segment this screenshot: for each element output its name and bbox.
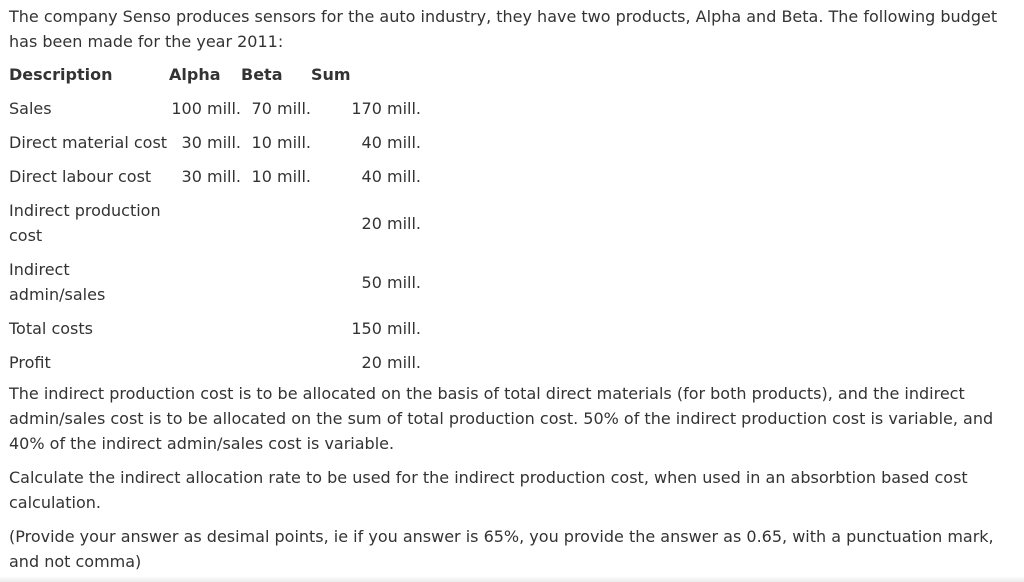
allocation-paragraph: The indirect production cost is to be allocated on the basis of total direct materials (for both products), and the indirect admin/sales cost is to be allocated on the sum of total production cost. 50% of the indirect production cost is variable, and 40% of the indirect admin/sales cost is variable.	[9, 384, 994, 453]
bottom-shadow	[0, 576, 1024, 582]
row-beta: 70 mill.	[251, 99, 311, 118]
row-sum: 40 mill.	[361, 167, 421, 186]
row-sum: 170 mill.	[351, 99, 421, 118]
row-sum: 20 mill.	[361, 213, 421, 233]
row-description: Profit	[9, 353, 51, 372]
table-header-row	[9, 62, 421, 96]
row-description: Indirect admin/sales	[9, 260, 106, 304]
header-alpha: Alpha	[169, 65, 221, 84]
header-sum: Sum	[311, 65, 351, 84]
table-row	[9, 198, 421, 257]
row-alpha: 30 mill.	[181, 133, 241, 152]
budget-table	[9, 62, 421, 384]
table-row	[9, 130, 421, 164]
row-beta: 10 mill.	[251, 133, 311, 152]
table-row	[9, 316, 421, 350]
row-beta	[241, 198, 311, 257]
row-description: Indirect production cost	[9, 201, 161, 245]
row-alpha	[169, 316, 241, 350]
row-description: Direct material cost	[9, 133, 168, 152]
table-row	[9, 257, 421, 316]
row-sum: 50 mill.	[361, 272, 421, 292]
question-paragraph: Calculate the indirect allocation rate to be used for the indirect production cost, when used in an absorbtion based cost calculation.	[9, 468, 968, 512]
table-row	[9, 350, 421, 384]
row-beta	[241, 350, 311, 384]
instruction-paragraph: (Provide your answer as desimal points, ie if you answer is 65%, you provide the answer as 0.65, with a punctuation mark, and not comma)	[9, 527, 994, 571]
row-beta: 10 mill.	[251, 167, 311, 186]
header-description: Description	[9, 65, 113, 84]
row-alpha	[169, 257, 241, 316]
row-alpha: 100 mill.	[171, 99, 241, 118]
intro-text: The company Senso produces sensors for the auto industry, they have two products, Alpha and Beta. The following budget has been made for the year 2011:	[9, 7, 998, 51]
row-alpha	[169, 198, 241, 257]
question-content	[9, 4, 1014, 574]
table-row	[9, 164, 421, 198]
row-description: Direct labour cost	[9, 167, 152, 186]
table-row	[9, 96, 421, 130]
row-alpha	[169, 350, 241, 384]
row-description: Total costs	[9, 319, 93, 338]
row-description: Sales	[9, 99, 52, 118]
row-sum: 150 mill.	[351, 319, 421, 338]
row-beta	[241, 316, 311, 350]
row-alpha: 30 mill.	[181, 167, 241, 186]
header-beta: Beta	[241, 65, 283, 84]
row-beta	[241, 257, 311, 316]
row-sum: 20 mill.	[361, 353, 421, 372]
row-sum: 40 mill.	[361, 133, 421, 152]
